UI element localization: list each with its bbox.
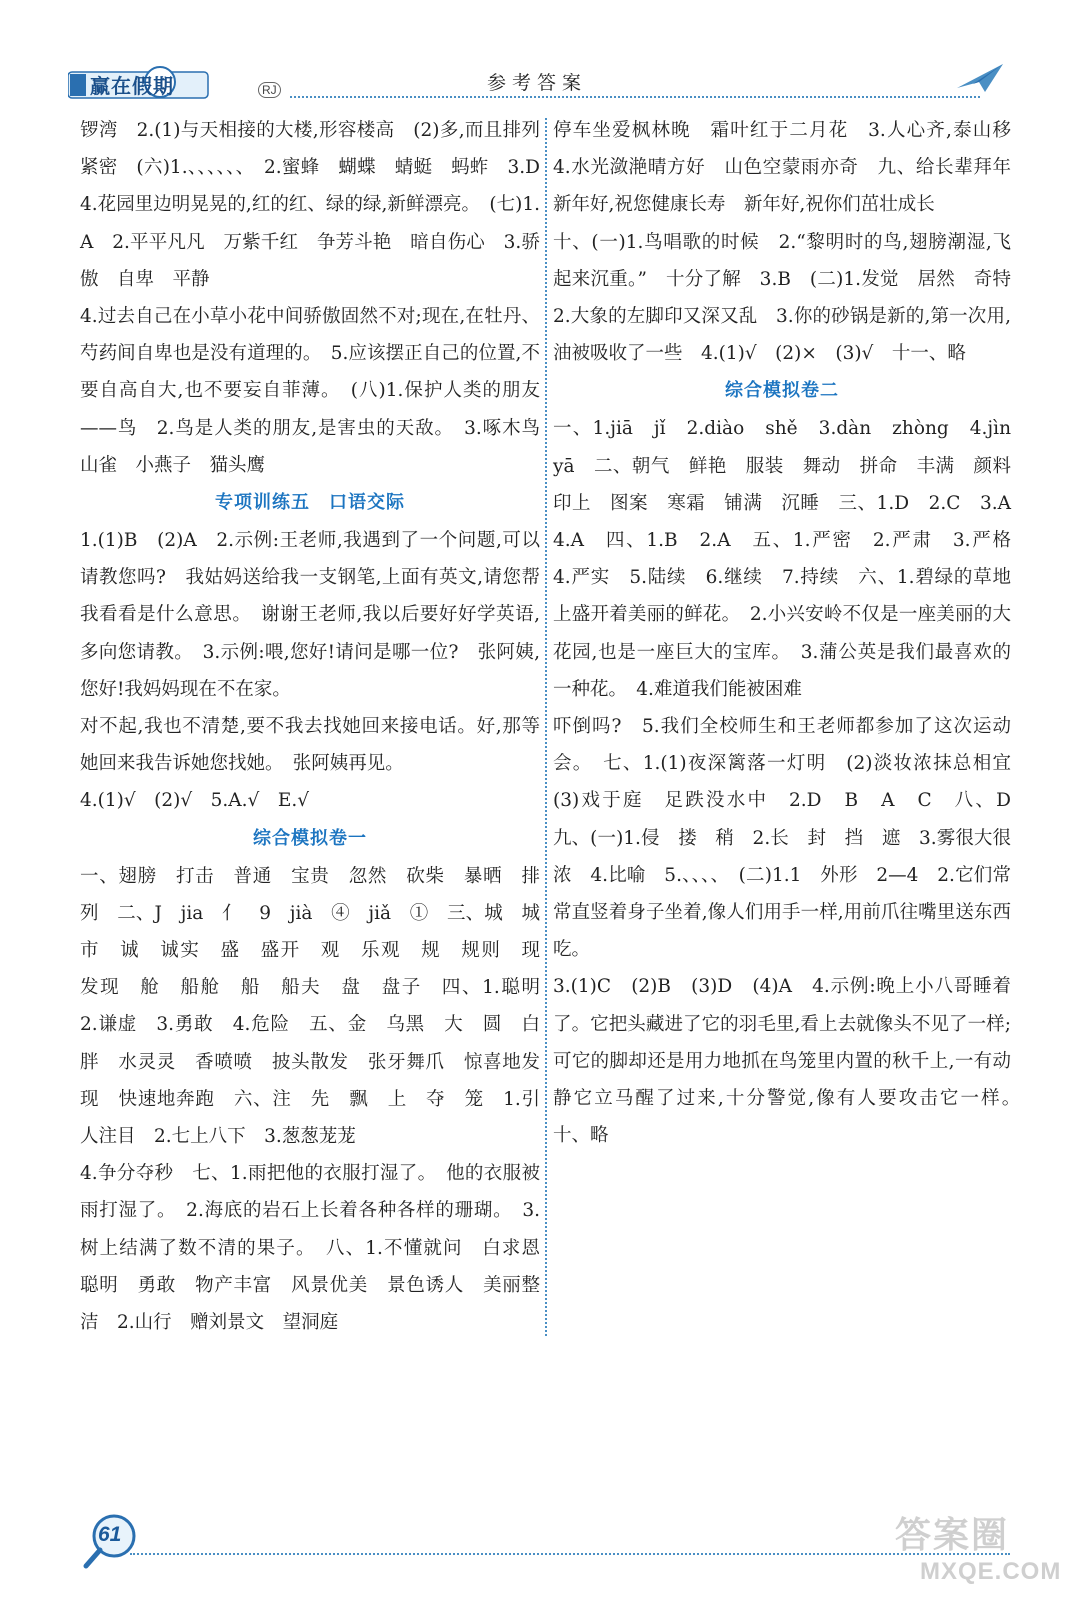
answer-paragraph: 对不起,我也不清楚,要不我去找她回来接电话。好,那等她回来我告诉她您找她。 张阿姨再见。: [80, 716, 540, 775]
answer-paragraph: 1.(1)B (2)A 2.示例:王老师,我遇到了一个问题,可以请教您吗? 我姑妈送给我一支钢笔,上面有英文,请您帮我看看是什么意思。 谢谢王老师,我以后要好好学英语,多向您请教。 3.示例:喂,您好!请问是哪一位? 张阿姨,您好!我妈妈现在不在家。: [80, 530, 540, 700]
section-heading: 综合模拟卷一: [253, 827, 367, 849]
section-heading: 综合模拟卷二: [725, 380, 839, 402]
answer-paragraph: 停车坐爱枫林晚 霜叶红于二月花 3.人心齐,泰山移 4.水光潋滟晴方好 山色空蒙雨亦奇 九、给长辈拜年 新年好,祝您健康长寿 新年好,祝你们茁壮成长: [553, 120, 1030, 216]
column-divider: [545, 118, 547, 1336]
left-column: [80, 112, 559, 1341]
answer-paragraph: 一、1.jiā jǐ 2.diào shě 3.dàn zhòng 4.jìn yā 二、朝气 鲜艳 服装 舞动 拼命 丰满 颜料 印上 图案 寒霜 铺满 沉睡 三、1.D 2.C 3.A 4.A 四、1.B 2.A 五、1.严密 2.严肃 3.严格 4.严实 5.陆续 6.继续 7.持续 六、1.碧绿的草地上盛开着美丽的鲜花。 2.小兴安岭不仅是一座美丽的大花园,也是一座巨大的宝库。 3.蒲公英是我们最喜欢的一种花。 4.难道我们能被困难: [553, 418, 1030, 700]
page-title: 参考答案: [486, 72, 587, 94]
answer-paragraph: 吓倒吗? 5.我们全校师生和王老师都参加了这次运动会。 七、1.(1)夜深篱落一灯明 (2)淡妆浓抹总相宜 (3)戏于庭 足跌没水中 2.D B A C 八、D 九、(一)1.侵 搂 稍 2.长 封 挡 遮 3.雾很大很浓 4.比喻 5.、、、、 (二)1.1 外形 2—4 2.它们常常直竖着身子坐着,像人们用手一样,用前爪往嘴里送东西吃。: [553, 716, 1030, 961]
watermark-text: 答案圈: [895, 1515, 1010, 1556]
logo-text: 赢在假期: [90, 76, 174, 98]
answer-paragraph: 3.(1)C (2)B (3)D (4)A 4.示例:晚上小八哥睡着了。它把头藏进了它的羽毛里,看上去就像头不见了一样;可它的脚却还是用力地抓在鸟笼里内置的秋千上,一有动静它立马醒了过来,十分警觉,像有人要攻击它一样。 十、略: [553, 976, 1030, 1147]
answer-paragraph: 4.(1)√ (2)√ 5.A.√ E.√: [80, 790, 309, 812]
paper-plane-icon: [955, 58, 1005, 98]
answer-paragraph: 4.过去自己在小草小花中间骄傲固然不对;现在,在牡丹、芍药间自卑也是没有道理的。 5.应该摆正自己的位置,不要自高自大,也不要妄自菲薄。 (八)1.保护人类的朋友——鸟 2.鸟是人类的朋友,是害虫的天敌。 3.啄木鸟 山雀 小燕子 猫头鹰: [80, 306, 559, 476]
answer-paragraph: 十、(一)1.鸟唱歌的时候 2.“黎明时的鸟,翅膀潮湿,飞起来沉重。” 十分了解 3.B (二)1.发觉 居然 奇特 2.大象的左脚印又深又乱 3.你的砂锅是新的,第一次用,油被吸收了一些 4.(1)√ (2)× (3)√ 十一、略: [553, 231, 1030, 365]
answer-paragraph: 锣湾 2.(1)与天相接的大楼,形容楼高 (2)多,而且排列紧密 (六)1.、、、、、、 2.蜜蜂 蝴蝶 蜻蜓 蚂蚱 3.D 4.花园里边明晃晃的,红的红、绿的绿,新鲜漂亮。 (七)1.A 2.平平凡凡 万紫千红 争芳斗艳 暗自伤心 3.骄傲 自卑 平静: [80, 120, 559, 290]
page-number: 61: [98, 1523, 122, 1546]
edition-badge: RJ: [258, 82, 281, 98]
header-divider: [290, 96, 980, 98]
watermark-url: MXQE.COM: [920, 1558, 1062, 1585]
page-header: [0, 0, 1074, 110]
answer-paragraph: 一、翅膀 打击 普通 宝贵 忽然 砍柴 暴晒 排列 二、J jia 亻 9 jià ④ jiǎ ① 三、城 城市 诚 诚实 盛 盛开 观 乐观 规 规则 现 发现 舱 船舱 船 船夫 盘 盘子 四、1.聪明 2.谦虚 3.勇敢 4.危险 五、金 乌黑 大 圆 白 胖 水灵灵 香喷喷 披头散发 张牙舞爪 惊喜地发现 快速地奔跑 六、注 先 飘 上 夺 笼 1.引人注目 2.七上八下 3.葱葱茏茏: [80, 865, 559, 1148]
answer-paragraph: 4.争分夺秒 七、1.雨把他的衣服打湿了。 他的衣服被雨打湿了。 2.海底的岩石上长着各种各样的珊瑚。 3.树上结满了数不清的果子。 八、1.不懂就问 白求恩 聪明 勇敢 物产丰富 风景优美 景色诱人 美丽整洁 2.山行 赠刘景文 望洞庭: [80, 1163, 559, 1334]
footer-divider: [130, 1553, 1010, 1555]
section-heading: 专项训练五 口语交际: [215, 492, 405, 514]
right-column: [553, 112, 1030, 1154]
